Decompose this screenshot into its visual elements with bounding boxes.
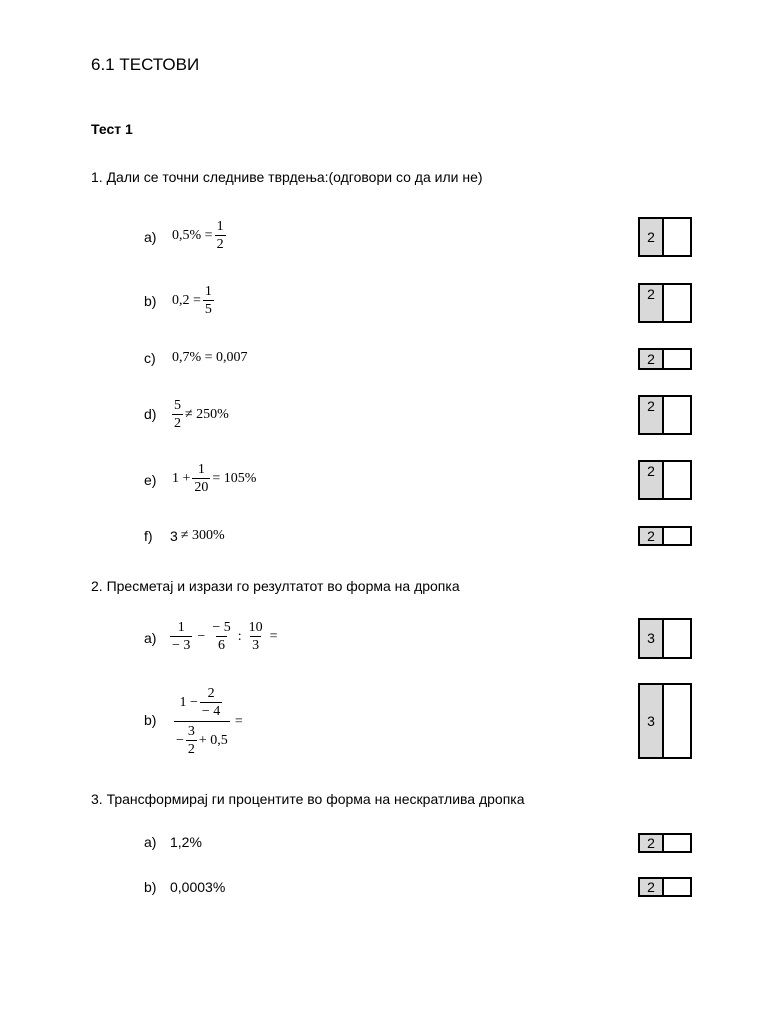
- operator: :: [237, 628, 242, 644]
- math-lhs: −: [176, 733, 184, 748]
- percent-value-3a: 1,2%: [170, 834, 202, 850]
- equals-sign: =: [234, 713, 243, 729]
- points-cell: 3: [638, 618, 664, 659]
- points-cell: 2: [638, 526, 664, 546]
- fraction: [172, 398, 183, 431]
- denominator: 6: [218, 638, 226, 653]
- operator: −: [197, 628, 206, 644]
- item-label-3a: a): [144, 834, 157, 850]
- math-expression-1b: [172, 284, 216, 317]
- points-cell: 2: [638, 395, 664, 435]
- points-cell: 2: [638, 283, 664, 323]
- denominator: 2: [216, 237, 224, 252]
- math-rhs: = 105%: [212, 470, 257, 486]
- numerator: 10: [248, 620, 263, 635]
- numerator: 5: [174, 398, 181, 413]
- numerator: 1: [177, 620, 185, 635]
- numerator: 2: [207, 686, 215, 701]
- fraction: [247, 620, 265, 653]
- complex-fraction: [174, 686, 230, 757]
- item-label-2a: a): [144, 630, 157, 646]
- item-label-3b: b): [144, 879, 157, 895]
- math-lhs: 1 −: [179, 695, 198, 710]
- numerator: − 5: [212, 620, 231, 635]
- denominator: 2: [174, 416, 181, 431]
- fraction: [170, 620, 192, 653]
- points-cell: 2: [638, 833, 664, 853]
- fraction: [203, 284, 214, 317]
- item-label-1d: d): [144, 406, 157, 422]
- answer-cell[interactable]: [664, 460, 692, 500]
- fraction: [210, 620, 232, 653]
- answer-cell[interactable]: [664, 618, 692, 659]
- score-box-1c: [638, 348, 692, 370]
- fraction: [186, 724, 197, 757]
- numerator: 1: [197, 462, 205, 477]
- question-1-text: 1. Дали се точни следниве тврдења:(одговори со да или не): [91, 169, 483, 185]
- math-rhs: ≠ 250%: [185, 406, 229, 422]
- denominator: − 3: [172, 638, 191, 653]
- math-expression-1c: 0,7% = 0,007: [172, 350, 248, 365]
- numerator: 3: [187, 724, 195, 739]
- item-label-1b: b): [144, 293, 157, 309]
- points-cell: 2: [638, 348, 664, 370]
- answer-cell[interactable]: [664, 833, 692, 853]
- denominator: − 4: [201, 704, 221, 719]
- math-lhs: 0,5% =: [172, 227, 213, 243]
- score-box-1e: [638, 460, 692, 500]
- item-label-1a: a): [144, 229, 157, 245]
- score-box-3b: [638, 877, 692, 897]
- math-lhs: 0,2 =: [172, 292, 201, 308]
- fraction: [200, 686, 222, 719]
- answer-cell[interactable]: [664, 526, 692, 546]
- denominator: 5: [204, 302, 212, 317]
- math-rhs: + 0,5: [198, 733, 228, 748]
- numerator: 1: [204, 284, 212, 299]
- question-3-text: 3. Трансформирај ги процентите во форма на нескратлива дропка: [91, 791, 525, 807]
- complex-denominator: [174, 721, 230, 757]
- test-title: Тест 1: [91, 121, 133, 137]
- score-box-3a: [638, 833, 692, 853]
- math-expression-1d: [170, 398, 229, 431]
- fraction: [215, 219, 226, 252]
- equals-sign: =: [269, 628, 278, 644]
- item-label-1f: f): [144, 528, 153, 544]
- points-cell: 3: [638, 683, 664, 759]
- denominator: 20: [194, 480, 209, 495]
- answer-cell[interactable]: [664, 877, 692, 897]
- numerator: 1: [216, 219, 224, 234]
- fraction: [192, 462, 210, 495]
- denominator: 3: [252, 638, 260, 653]
- answer-cell[interactable]: [664, 283, 692, 323]
- denominator: 2: [187, 742, 195, 757]
- math-lhs: 1 +: [172, 470, 191, 486]
- section-heading: 6.1 ТЕСТОВИ: [91, 55, 200, 74]
- score-box-1d: [638, 395, 692, 435]
- math-lhs: 3: [170, 528, 178, 544]
- points-cell: 2: [638, 877, 664, 897]
- score-box-2b: [638, 683, 692, 759]
- math-expression-1e: [172, 462, 256, 495]
- points-cell: 2: [638, 460, 664, 500]
- math-expression-2a: [168, 620, 281, 653]
- score-box-1f: [638, 526, 692, 546]
- score-box-1b: [638, 283, 692, 323]
- math-rhs: ≠ 300%: [180, 528, 225, 543]
- answer-cell[interactable]: [664, 348, 692, 370]
- percent-value-3b: 0,0003%: [170, 879, 226, 895]
- score-box-1a: [638, 217, 692, 257]
- score-box-2a: [638, 618, 692, 659]
- answer-cell[interactable]: [664, 217, 692, 257]
- math-expression-2b: [172, 686, 246, 757]
- complex-numerator: [178, 686, 227, 721]
- math-expression-1a: [172, 219, 228, 252]
- question-2-text: 2. Пресметај и изрази го резултатот во форма на дропка: [91, 578, 460, 594]
- item-label-2b: b): [144, 712, 157, 728]
- answer-cell[interactable]: [664, 395, 692, 435]
- points-cell: 2: [638, 217, 664, 257]
- item-label-1c: c): [144, 350, 156, 366]
- answer-cell[interactable]: [664, 683, 692, 759]
- item-label-1e: e): [144, 472, 157, 488]
- math-expression-1f: [170, 528, 228, 544]
